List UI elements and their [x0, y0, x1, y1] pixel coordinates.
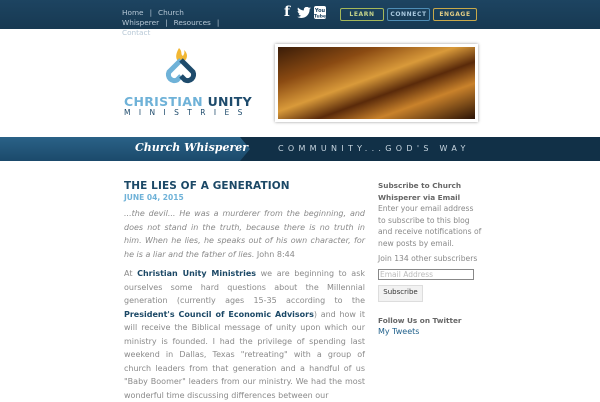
- banner-title: Church Whisperer: [135, 141, 249, 154]
- post-paragraph: [124, 267, 365, 402]
- para-text: we are beginning to ask ourselves some hard questions about the Millennial generation (currently ages 15-35 according to the: [124, 269, 365, 306]
- link-presidents-council[interactable]: President's Council of Economic Advisors: [124, 309, 314, 319]
- subscribe-title: Subscribe to Church Whisperer via Email: [378, 181, 462, 202]
- engage-button[interactable]: ENGAGE: [433, 8, 477, 21]
- link-christian-unity-ministries[interactable]: Christian Unity Ministries: [137, 269, 257, 279]
- para-text: ) and how it will receive the Biblical message of unity upon which our ministry is founded. I had the privilege of spending last weekend in Dallas, Texas "retreating" with a group of church leaders from that generation and a handful of us "Baby Boomer" leaders from our ministry. We had the most wonderful time discussing differences between our: [124, 309, 366, 400]
- post: [124, 180, 365, 402]
- logo-ministries: MINISTRIES: [124, 108, 251, 117]
- subscriber-count: Join 134 other subscribers: [378, 254, 478, 263]
- top-nav: Home | Church Whisperer | Resources | Contact: [122, 8, 220, 37]
- twitter-title: Follow Us on Twitter: [378, 315, 462, 325]
- twitter-icon[interactable]: [297, 7, 311, 21]
- youtube-icon[interactable]: [314, 6, 326, 19]
- learn-button[interactable]: LEARN: [340, 8, 384, 21]
- facebook-icon[interactable]: f: [284, 4, 291, 20]
- nav-home[interactable]: Home: [122, 8, 144, 17]
- logo-flame-icon: [163, 46, 199, 86]
- nav-contact[interactable]: Contact: [122, 28, 151, 37]
- logo-unity: UNITY: [207, 94, 252, 109]
- connect-button[interactable]: CONNECT: [387, 8, 430, 21]
- subscribe-button[interactable]: Subscribe: [378, 285, 423, 302]
- banner: [0, 137, 600, 161]
- quote-reference: John 8:44: [256, 249, 295, 259]
- header-photo-pews: [275, 44, 478, 122]
- banner-tagline: COMMUNITY...GOD'S WAY: [278, 144, 470, 153]
- post-date: JUNE 04, 2015: [124, 193, 184, 202]
- nav-church-whisperer[interactable]: Church Whisperer: [122, 8, 184, 27]
- top-bar: [0, 0, 600, 37]
- quote-text: ...the devil... He was a murderer from the beginning, and does not stand in the truth, because there is no truth in him. When he lies, he speaks out of his own character, for he is a liar and the father of lies.: [124, 209, 365, 259]
- logo-christian: CHRISTIAN: [124, 94, 203, 109]
- subscribe-text: Enter your email address to subscribe to this blog and receive notifications of new posts by email.: [378, 204, 482, 248]
- my-tweets-link[interactable]: My Tweets: [378, 327, 420, 336]
- svg-text:You: You: [314, 8, 326, 14]
- para-text: At: [124, 269, 138, 279]
- post-quote: [124, 207, 365, 261]
- svg-text:Tube: Tube: [314, 14, 326, 19]
- sidebar: [378, 180, 483, 338]
- nav-resources[interactable]: Resources: [173, 18, 211, 27]
- email-input[interactable]: Email Address: [378, 269, 474, 280]
- post-title[interactable]: THE LIES OF A GENERATION: [124, 180, 290, 192]
